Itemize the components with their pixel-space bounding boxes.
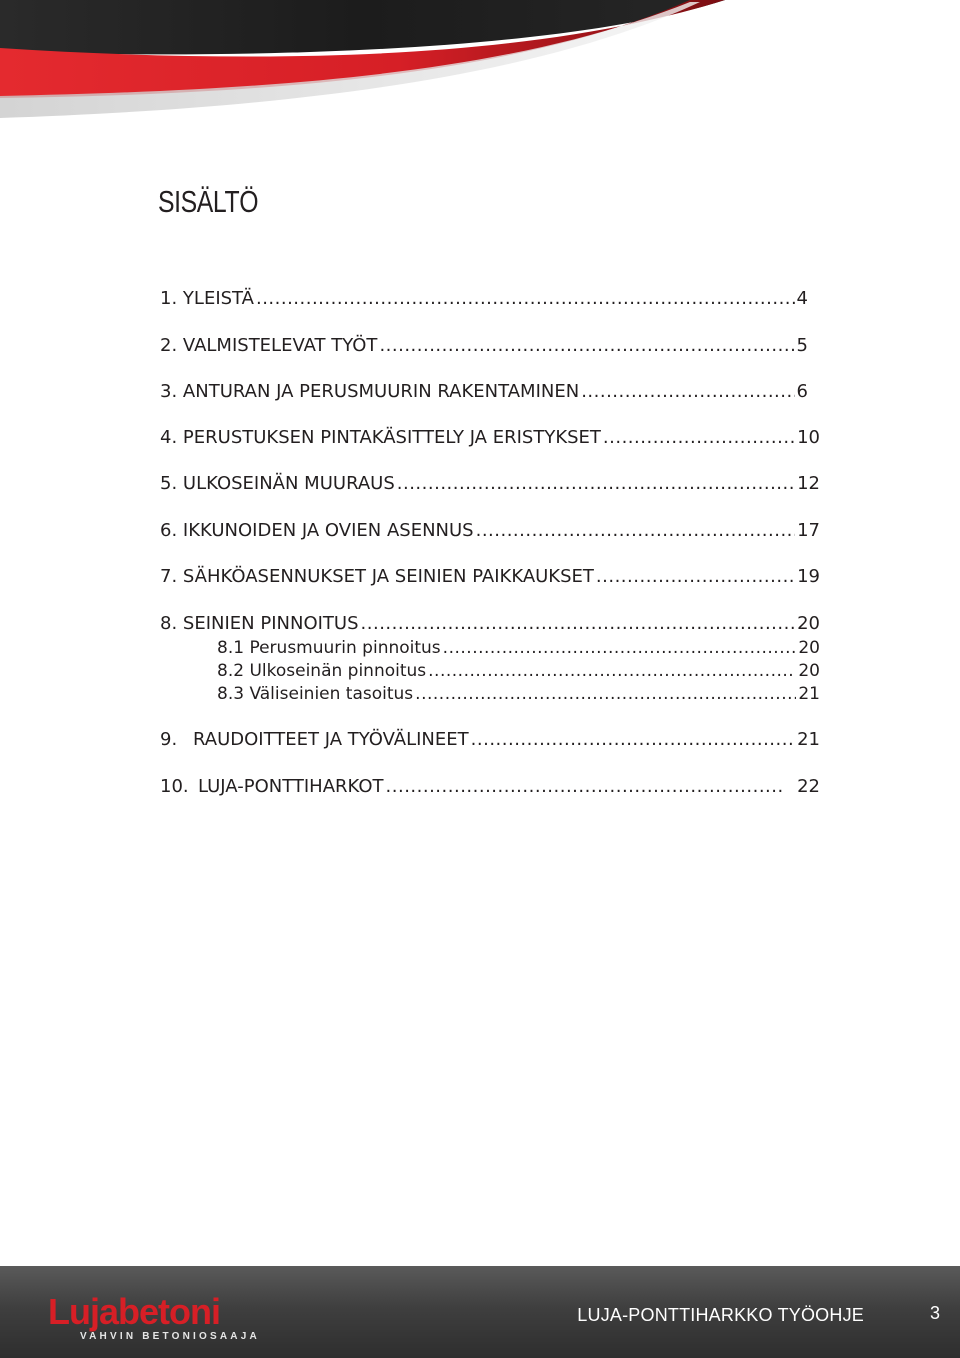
toc-entry-label: Ulkoseinän pinnoitus — [249, 661, 427, 681]
logo-word: Lujabetoni — [48, 1291, 220, 1332]
toc-entry[interactable] — [160, 381, 808, 403]
toc-entry-page: 12 — [797, 473, 820, 494]
lujabetoni-logo — [46, 1290, 271, 1342]
toc-entry[interactable] — [160, 335, 808, 357]
toc-leader-dots — [415, 683, 796, 705]
toc-entry-page: 20 — [798, 661, 820, 681]
toc-entry-number: 5. — [160, 473, 178, 494]
toc-entry-label: SÄHKÖASENNUKSET JA SEINIEN PAIKKAUKSET — [182, 566, 594, 587]
toc-entry-page: 4 — [796, 288, 808, 309]
page-title: SISÄLTÖ — [158, 184, 259, 219]
toc-leader-dots — [361, 613, 796, 635]
toc-leader-dots — [581, 381, 794, 403]
toc-entry-number: 10. — [160, 776, 189, 797]
toc-entry-label: ULKOSEINÄN MUURAUS — [182, 473, 395, 494]
toc-entry[interactable] — [160, 427, 820, 449]
toc-entry[interactable] — [160, 776, 820, 798]
toc-entry[interactable] — [160, 729, 820, 751]
toc-leader-dots — [397, 473, 795, 495]
toc-leader-dots — [379, 335, 794, 357]
logo-tagline: VAHVIN BETONIOSAAJA — [80, 1331, 260, 1342]
toc-entry-number: 3. — [160, 381, 178, 402]
toc-leader-dots — [471, 729, 795, 751]
toc-entry-page: 5 — [796, 335, 808, 356]
toc-entry-label: YLEISTÄ — [182, 288, 254, 309]
toc-leader-dots — [443, 637, 797, 659]
toc-entry-page: 19 — [797, 566, 820, 587]
toc-entry-number: 8.1 — [217, 638, 245, 658]
toc-entry-label: VALMISTELEVAT TYÖT — [182, 335, 378, 356]
toc-entry[interactable] — [160, 473, 820, 495]
toc-entry-label: RAUDOITTEET JA TYÖVÄLINEET — [193, 729, 469, 750]
toc-entry-number: 8.2 — [217, 661, 245, 681]
toc-entry-page: 17 — [797, 520, 820, 541]
toc-entry[interactable] — [160, 566, 820, 588]
toc-leader-dots — [256, 288, 795, 310]
table-of-contents — [160, 0, 820, 900]
footer-page-number: 3 — [930, 1303, 941, 1323]
toc-entry-label: Väliseinien tasoitus — [249, 684, 414, 704]
toc-entry-label: LUJA-PONTTIHARKOT — [198, 776, 384, 797]
toc-entry-number: 8.3 — [217, 684, 245, 704]
toc-entry-page: 20 — [797, 613, 820, 634]
toc-leader-dots — [596, 566, 795, 588]
toc-entry-number: 9. — [160, 729, 178, 750]
toc-entry-number: 8. — [160, 613, 178, 634]
toc-entry-label: Perusmuurin pinnoitus — [249, 638, 441, 658]
toc-entry-label: SEINIEN PINNOITUS — [182, 613, 359, 634]
toc-entry[interactable] — [160, 613, 820, 635]
toc-leader-dots — [603, 427, 795, 449]
toc-subentry[interactable] — [217, 660, 820, 682]
toc-entry-number: 1. — [160, 288, 178, 309]
toc-subentry[interactable] — [217, 637, 820, 659]
toc-entry-page: 20 — [798, 638, 820, 658]
toc-entry-label: PERUSTUKSEN PINTAKÄSITTELY JA ERISTYKSET — [182, 427, 601, 448]
toc-entry-page: 21 — [798, 684, 820, 704]
toc-leader-dots — [386, 776, 786, 798]
toc-entry-label: ANTURAN JA PERUSMUURIN RAKENTAMINEN — [182, 381, 580, 402]
toc-leader-dots — [428, 660, 796, 682]
toc-entry-number: 7. — [160, 566, 178, 587]
toc-entry-number: 2. — [160, 335, 178, 356]
toc-entry-label: IKKUNOIDEN JA OVIEN ASENNUS — [182, 520, 474, 541]
toc-subentry[interactable] — [217, 683, 820, 705]
footer-document-title: LUJA-PONTTIHARKKO TYÖOHJE — [577, 1305, 864, 1325]
toc-entry[interactable] — [160, 288, 808, 310]
toc-entry-page: 22 — [797, 776, 820, 797]
toc-entry-page: 21 — [797, 729, 820, 750]
toc-entry-number: 4. — [160, 427, 178, 448]
toc-entry-page: 6 — [796, 381, 808, 402]
toc-entry-page: 10 — [797, 427, 820, 448]
toc-leader-dots — [476, 520, 796, 542]
toc-entry-number: 6. — [160, 520, 178, 541]
toc-entry[interactable] — [160, 520, 820, 542]
